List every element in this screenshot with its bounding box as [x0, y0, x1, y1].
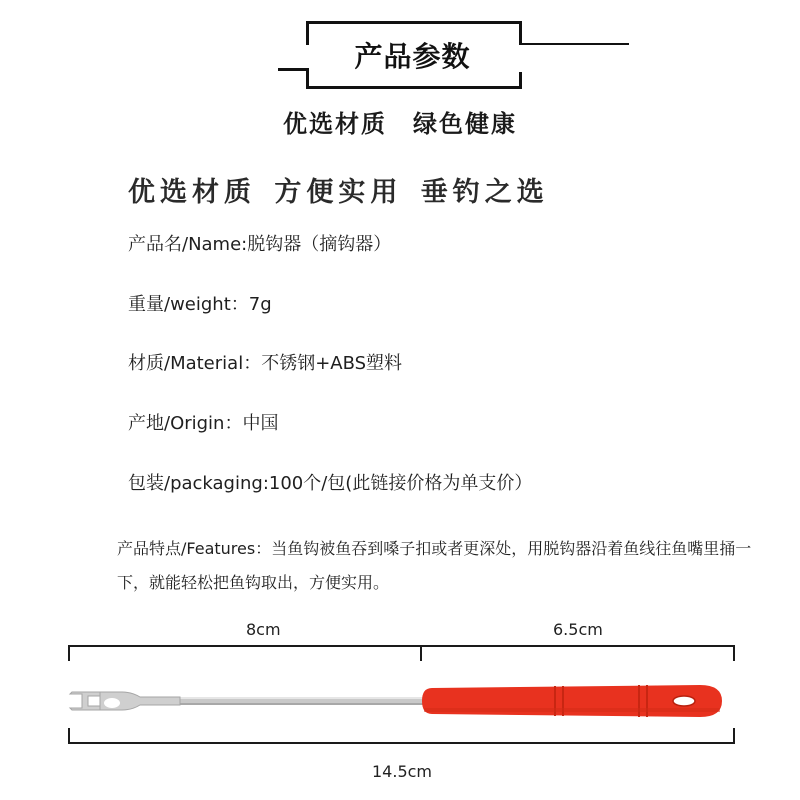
subtitle: 优选材质 绿色健康 [283, 110, 517, 138]
tick-right [733, 645, 735, 661]
spec-label: 包装/packaging: [128, 473, 269, 494]
shaft-length-label: 8cm [246, 620, 281, 639]
spec-material [128, 349, 402, 375]
total-length-label: 14.5cm [372, 762, 433, 781]
spec-value: 不锈钢+ABS塑料 [261, 353, 403, 374]
spec-origin [128, 409, 278, 435]
hook-remover-illustration [60, 670, 740, 730]
spec-value: 中国 [242, 413, 279, 434]
spec-label: 重量/weight： [128, 294, 249, 315]
spec-label: 产品名/Name: [128, 234, 248, 255]
top-dimension-line [68, 645, 734, 647]
tick-left [68, 645, 70, 661]
spec-weight [128, 290, 272, 316]
page-title: 产品参数 [354, 39, 471, 73]
bottom-dimension-line [68, 742, 734, 744]
spec-value: 100个/包(此链接价格为单支价） [268, 473, 533, 494]
spec-value: 脱钩器（摘钩器） [247, 234, 392, 255]
spec-label: 产地/Origin： [128, 413, 243, 434]
spec-value: 7g [248, 294, 272, 315]
tick-middle [420, 645, 422, 661]
spec-packaging [128, 469, 532, 495]
handle-length-label: 6.5cm [553, 620, 603, 639]
tick-bottom-right [733, 728, 735, 744]
tick-bottom-left [68, 728, 70, 744]
features-paragraph [117, 532, 757, 600]
features-label: 产品特点/Features： [117, 539, 272, 558]
spec-name [128, 230, 391, 256]
spec-label: 材质/Material： [128, 353, 262, 374]
features-text: 当鱼钩被鱼吞到嗓子扣或者更深处，用脱钩器沿着鱼线往鱼嘴里捅一下，就能轻松把鱼钩取出，方便实用。 [117, 539, 752, 592]
slogan: 优选材质 方便实用 垂钓之选 [128, 177, 549, 208]
